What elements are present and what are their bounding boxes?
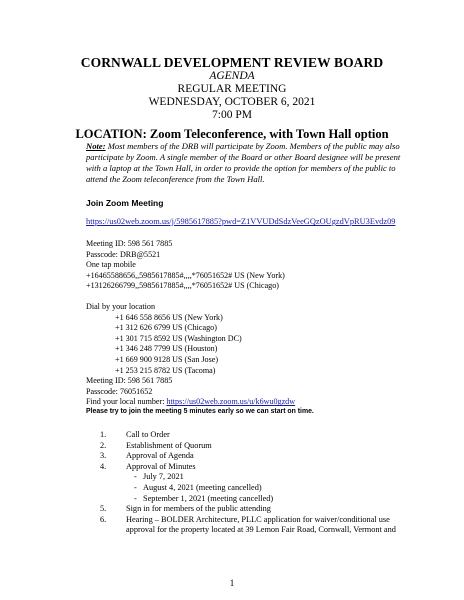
minutes-subitem-text: August 4, 2021 (meeting cancelled) [143, 482, 262, 492]
meeting-id: Meeting ID: 598 561 7885 [86, 239, 173, 248]
dial-number: +1 301 715 8592 US (Washington DC) [115, 333, 242, 343]
agenda-item-number: 1. [100, 430, 107, 439]
agenda-item [86, 462, 416, 473]
find-local-number [86, 397, 295, 408]
agenda-item-number: 5. [100, 504, 107, 514]
agenda-header [0, 56, 464, 122]
one-tap-number: +16465588656,,5985617885#,,,,*76051652# US (New York) [86, 270, 285, 280]
location-heading: LOCATION: Zoom Teleconference, with Town Hall option [75, 127, 389, 141]
note-paragraph [86, 141, 412, 185]
find-local-link[interactable]: https://us02web.zoom.us/u/k6wu0gzdw [166, 397, 296, 407]
agenda-item [86, 430, 416, 441]
minutes-subitem: - August 4, 2021 (meeting cancelled) [134, 482, 262, 492]
note-label: Note: [86, 141, 106, 151]
agenda-item-text: Establishment of Quorum [126, 440, 212, 450]
agenda-item [86, 504, 416, 515]
agenda-item [86, 441, 416, 452]
agenda-label: AGENDA [209, 70, 255, 82]
agenda-item-text: Approval of Minutes [126, 461, 196, 471]
agenda-item [86, 515, 416, 536]
dial-meeting-id: Meeting ID: 598 561 7885 [86, 376, 173, 386]
agenda-item-number: 3. [100, 451, 107, 461]
early-join-notice: Please try to join the meeting 5 minutes early so we can start on time. [86, 408, 314, 415]
meeting-date: WEDNESDAY, OCTOBER 6, 2021 [148, 96, 316, 108]
dial-block [86, 302, 295, 408]
note-text: Most members of the DRB will participate by Zoom. Members of the public may also participate by Zoom. A single member of the Board or other Board designee will be present with a laptop at the Town Hall, in order to provide the option for members of the public to attend the Zoom teleconference from the Town Hall. [86, 141, 401, 184]
minutes-subitem-text: September 1, 2021 (meeting cancelled) [143, 493, 274, 503]
one-tap-number: +13126266799,,5985617885#,,,,*76051652# US (Chicago) [86, 281, 279, 291]
agenda-item-number: 2. [100, 440, 107, 450]
agenda-item-text: Call to Order [126, 430, 170, 439]
board-title: CORNWALL DEVELOPMENT REVIEW BOARD [80, 55, 384, 70]
minutes-subitem-text: July 7, 2021 [143, 472, 184, 482]
minutes-subitem: - September 1, 2021 (meeting cancelled) [134, 493, 274, 503]
dial-number: +1 253 215 8782 US (Tacoma) [115, 365, 216, 375]
minutes-subitem: - July 7, 2021 [134, 472, 184, 482]
one-tap-label: One tap mobile [86, 260, 136, 270]
dial-number: +1 312 626 6799 US (Chicago) [115, 323, 217, 333]
dial-number: +1 346 248 7799 US (Houston) [115, 344, 218, 354]
agenda-item-text: Hearing – BOLDER Architecture, PLLC application for waiver/conditional use approval for the property located at 39 Lemon Fair Road, Cornwall, Vermont and [126, 514, 396, 535]
agenda-item-number: 4. [100, 461, 107, 471]
agenda-item [86, 451, 416, 462]
agenda-list [86, 430, 416, 536]
meeting-time: 7:00 PM [212, 109, 252, 121]
dial-number: +1 646 558 8656 US (New York) [115, 312, 223, 322]
dial-passcode: Passcode: 76051652 [86, 386, 153, 396]
find-local-label: Find your local number: [86, 397, 167, 407]
meeting-type: REGULAR MEETING [177, 83, 287, 95]
agenda-item-text: Sign in for members of the public attending [126, 504, 271, 514]
meeting-info-block [86, 239, 285, 292]
page-number: 1 [229, 578, 235, 588]
agenda-item-text: Approval of Agenda [126, 451, 194, 461]
agenda-item-number: 6. [100, 514, 107, 524]
zoom-meeting-link[interactable]: https://us02web.zoom.us/j/5985617885?pwd=Z1VVUDdSdzVeeGQzOUgzdVpRU3Evdz09 [86, 217, 396, 226]
join-zoom-heading: Join Zoom Meeting [86, 198, 164, 208]
dial-heading: Dial by your location [86, 302, 156, 311]
dial-number: +1 669 900 9128 US (San Jose) [115, 354, 219, 364]
passcode: Passcode: DRB@5521 [86, 249, 161, 259]
